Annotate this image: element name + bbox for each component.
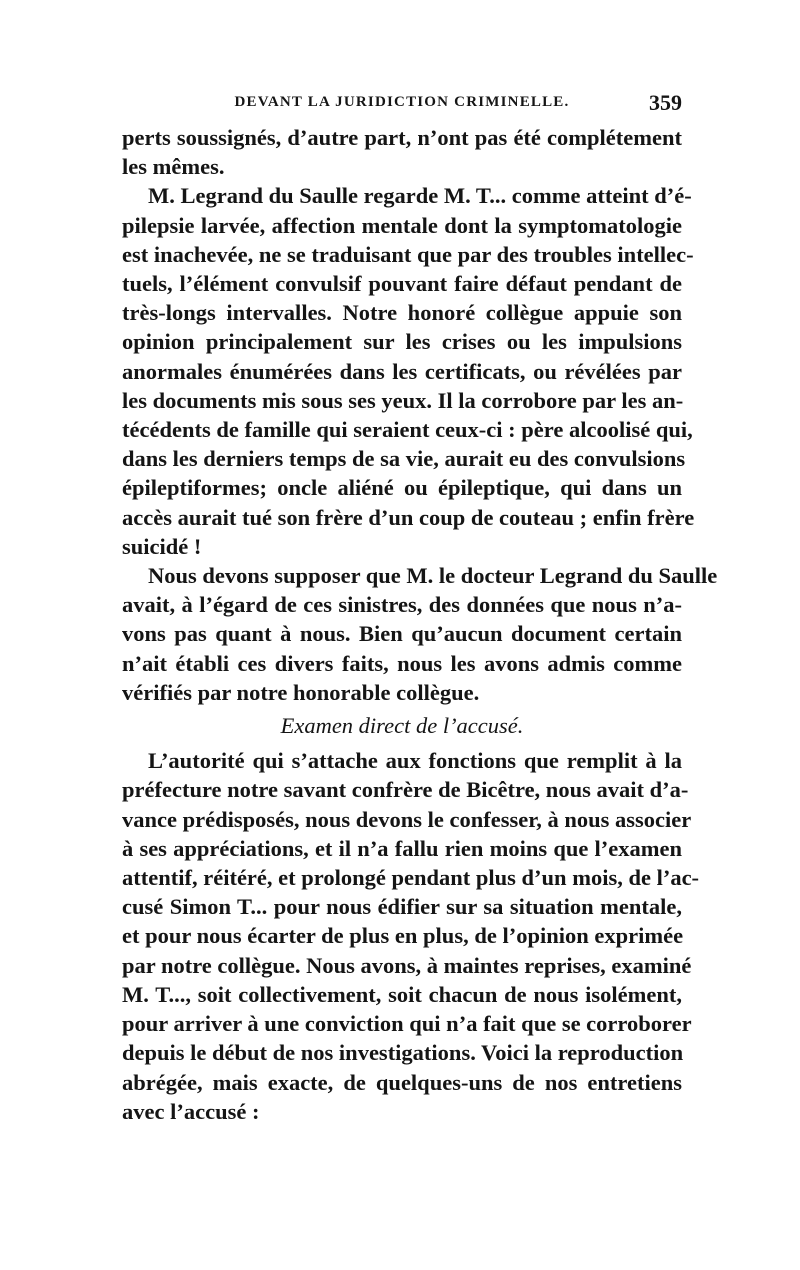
text-line: L’autorité qui s’attache aux fonctions que remplit à la: [148, 748, 682, 774]
running-header: [122, 90, 682, 118]
body-text: [122, 123, 718, 1126]
text-line: préfecture notre savant confrère de Bicêtre, nous avait d’a-: [122, 777, 689, 803]
text-line: épileptiformes; oncle aliéné ou épileptique, qui dans un: [122, 475, 682, 501]
page-number: 359: [649, 90, 682, 115]
text-line: anormales énumérées dans les certificats, ou révélées par: [122, 358, 682, 384]
text-line: très-longs intervalles. Notre honoré collègue appuie son: [122, 300, 682, 326]
text-line: pour arriver à une conviction qui n’a fait que se corroborer: [122, 1011, 692, 1037]
section-heading: Examen direct de l’accusé.: [280, 713, 524, 739]
text-line: les documents mis sous ses yeux. Il la corrobore par les an-: [122, 387, 684, 413]
text-line: cusé Simon T... pour nous édifier sur sa situation mentale,: [122, 894, 682, 920]
paragraph-examination: [122, 746, 700, 1126]
text-line: dans les derniers temps de sa vie, aurait eu des convulsions: [122, 446, 686, 472]
paragraph-legrand-opinion: [122, 181, 695, 561]
text-line: técédents de famille qui seraient ceux-ci : père alcoolisé qui,: [122, 417, 693, 443]
text-line: opinion principalement sur les crises ou les impulsions: [122, 329, 682, 355]
text-line: depuis le début de nos investigations. Voici la reproduction: [122, 1040, 684, 1066]
text-line: M. T..., soit collectivement, soit chacun de nous isolément,: [122, 981, 682, 1007]
text-line: à ses appréciations, et il n’a fallu rien moins que l’examen: [122, 835, 682, 861]
text-line: perts soussignés, d’autre part, n’ont pas été complétement: [122, 125, 682, 150]
text-line: et pour nous écarter de plus en plus, de l’opinion exprimée: [122, 923, 684, 949]
text-line: suicidé !: [122, 533, 202, 559]
text-line: pilepsie larvée, affection mentale dont la symptomatologie: [122, 212, 682, 238]
text-line: attentif, réitéré, et prolongé pendant plus d’un mois, de l’ac-: [122, 865, 700, 891]
text-line: tuels, l’élément convulsif pouvant faire défaut pendant de: [122, 271, 682, 297]
text-line: accès aurait tué son frère d’un coup de couteau ; enfin frère: [122, 504, 695, 530]
text-line: M. Legrand du Saulle regarde M. T... comme atteint d’é-: [148, 183, 692, 209]
text-line: abrégée, mais exacte, de quelques-uns de nos entretiens: [122, 1069, 682, 1095]
text-line: vons pas quant à nous. Bien qu’aucun document certain: [122, 621, 682, 647]
text-line: Nous devons supposer que M. le docteur Legrand du Saulle: [148, 563, 718, 589]
text-line: est inachevée, ne se traduisant que par des troubles intellec-: [122, 241, 694, 267]
text-line: les mêmes.: [122, 154, 225, 180]
text-line: vérifiés par notre honorable collègue.: [122, 679, 480, 705]
text-line: par notre collègue. Nous avons, à maintes reprises, examiné: [122, 952, 692, 978]
paragraph-continuation: [122, 123, 682, 181]
text-line: n’ait établi ces divers faits, nous les avons admis comme: [122, 650, 682, 676]
paragraph-supposition: [122, 561, 718, 707]
text-line: avec l’accusé :: [122, 1098, 260, 1124]
text-line: vance prédisposés, nous devons le confesser, à nous associer: [122, 806, 692, 832]
running-title: DEVANT LA JURIDICTION CRIMINELLE.: [234, 94, 570, 110]
text-line: avait, à l’égard de ces sinistres, des données que nous n’a-: [122, 592, 682, 618]
